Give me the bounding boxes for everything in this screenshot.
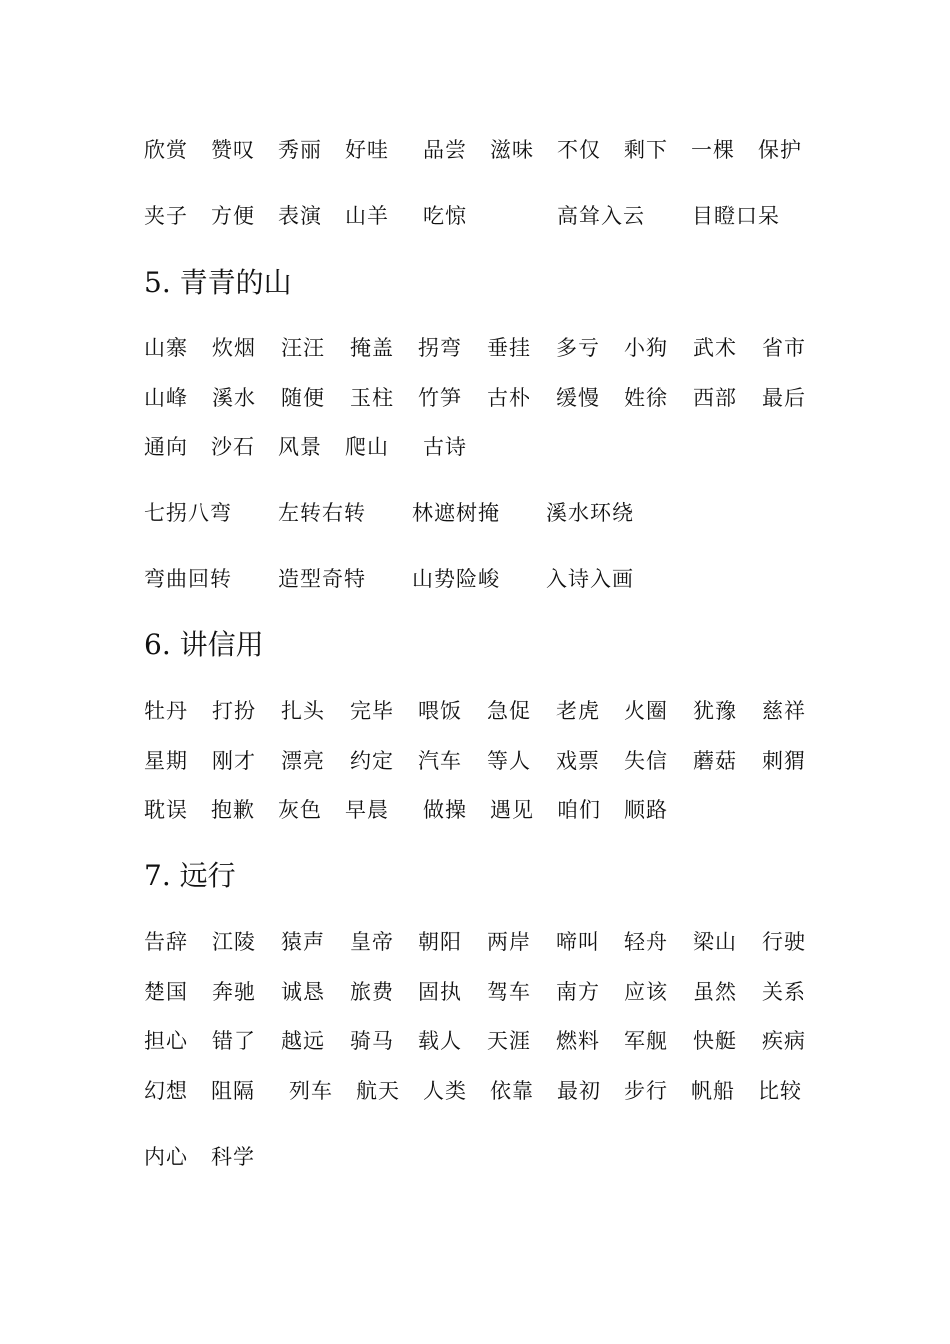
vocab-word: 秀丽 — [278, 138, 322, 162]
vocab-word: 骑马 — [350, 1029, 394, 1053]
section-heading: 7. 远行 — [144, 859, 236, 892]
vocab-word: 内心 — [144, 1145, 188, 1169]
vocab-word: 南方 — [556, 980, 600, 1004]
vocab-word: 固执 — [418, 980, 462, 1004]
vocab-word: 好哇 — [345, 138, 389, 162]
vocab-word: 赞叹 — [211, 138, 255, 162]
vocab-word: 两岸 — [487, 930, 531, 954]
vocab-word: 山羊 — [345, 204, 389, 228]
vocab-word: 帆船 — [691, 1079, 735, 1103]
vocab-word: 行驶 — [762, 930, 806, 954]
vocab-word: 慈祥 — [762, 699, 806, 723]
vocab-word: 完毕 — [350, 699, 394, 723]
vocab-word: 通向 — [144, 435, 188, 459]
vocab-word: 吃惊 — [423, 204, 467, 228]
vocab-word: 一棵 — [691, 138, 735, 162]
vocab-word: 楚国 — [144, 980, 188, 1004]
vocab-word: 欣赏 — [144, 138, 188, 162]
vocab-word: 随便 — [281, 386, 325, 410]
vocab-word: 早晨 — [345, 798, 389, 822]
vocab-row — [0, 564, 950, 604]
vocab-word: 掩盖 — [350, 336, 394, 360]
vocab-word: 关系 — [762, 980, 806, 1004]
vocab-row — [0, 201, 950, 241]
vocab-word: 科学 — [211, 1145, 255, 1169]
vocab-word: 入诗入画 — [546, 567, 634, 591]
vocab-word: 拐弯 — [418, 336, 462, 360]
vocab-row — [0, 1142, 950, 1182]
vocab-word: 军舰 — [624, 1029, 668, 1053]
vocab-word: 沙石 — [211, 435, 255, 459]
vocab-word: 旅费 — [350, 980, 394, 1004]
vocab-word: 弯曲回转 — [144, 567, 232, 591]
vocab-word: 燃料 — [556, 1029, 600, 1053]
vocab-word: 炊烟 — [212, 336, 256, 360]
vocab-word: 溪水 — [212, 386, 256, 410]
vocab-word: 朝阳 — [418, 930, 462, 954]
section-heading: 6. 讲信用 — [144, 628, 264, 661]
vocab-word: 汪汪 — [281, 336, 325, 360]
vocab-word: 打扮 — [212, 699, 256, 723]
vocab-word: 幻想 — [144, 1079, 188, 1103]
vocab-word: 奔驰 — [212, 980, 256, 1004]
vocab-word: 天涯 — [487, 1029, 531, 1053]
vocab-word: 担心 — [144, 1029, 188, 1053]
vocab-word: 溪水环绕 — [546, 501, 634, 525]
vocab-word: 七拐八弯 — [144, 501, 232, 525]
vocab-word: 漂亮 — [281, 749, 325, 773]
vocab-word: 错了 — [212, 1029, 256, 1053]
vocab-word: 高耸入云 — [557, 204, 645, 228]
vocab-word: 左转右转 — [278, 501, 366, 525]
vocab-word: 越远 — [281, 1029, 325, 1053]
vocab-word: 扎头 — [281, 699, 325, 723]
vocab-word: 遇见 — [490, 798, 534, 822]
vocab-word: 山峰 — [144, 386, 188, 410]
vocab-word: 江陵 — [212, 930, 256, 954]
vocab-word: 梁山 — [693, 930, 737, 954]
vocab-word: 告辞 — [144, 930, 188, 954]
vocab-word: 省市 — [762, 336, 806, 360]
vocab-row — [0, 1026, 950, 1066]
vocab-word: 武术 — [693, 336, 737, 360]
vocab-word: 山势险峻 — [412, 567, 500, 591]
vocab-word: 汽车 — [418, 749, 462, 773]
vocab-word: 小狗 — [624, 336, 668, 360]
vocab-word: 不仅 — [557, 138, 601, 162]
vocab-word: 喂饭 — [418, 699, 462, 723]
vocab-word: 爬山 — [345, 435, 389, 459]
vocab-word: 做操 — [423, 798, 467, 822]
vocab-word: 比较 — [758, 1079, 802, 1103]
vocab-word: 皇帝 — [350, 930, 394, 954]
vocab-word: 顺路 — [624, 798, 668, 822]
vocab-word: 诚恳 — [281, 980, 325, 1004]
vocab-word: 玉柱 — [350, 386, 394, 410]
vocab-word: 驾车 — [487, 980, 531, 1004]
vocab-word: 火圈 — [624, 699, 668, 723]
section-heading: 5. 青青的山 — [144, 266, 292, 299]
vocab-word: 山寨 — [144, 336, 188, 360]
vocab-word: 古诗 — [423, 435, 467, 459]
vocab-word: 疾病 — [762, 1029, 806, 1053]
vocab-word: 竹笋 — [418, 386, 462, 410]
vocab-row — [0, 746, 950, 786]
vocab-row — [0, 432, 950, 472]
vocab-word: 抱歉 — [211, 798, 255, 822]
vocab-row — [0, 977, 950, 1017]
vocab-row — [0, 927, 950, 967]
vocab-word: 依靠 — [490, 1079, 534, 1103]
vocab-word: 刚才 — [212, 749, 256, 773]
vocab-word: 蘑菇 — [693, 749, 737, 773]
vocab-word: 滋味 — [490, 138, 534, 162]
vocab-row — [0, 696, 950, 736]
vocab-word: 保护 — [758, 138, 802, 162]
vocab-word: 方便 — [211, 204, 255, 228]
vocab-word: 虽然 — [693, 980, 737, 1004]
vocab-word: 载人 — [418, 1029, 462, 1053]
vocab-word: 等人 — [487, 749, 531, 773]
vocab-row — [0, 498, 950, 538]
vocab-word: 造型奇特 — [278, 567, 366, 591]
vocab-word: 耽误 — [144, 798, 188, 822]
vocab-word: 轻舟 — [624, 930, 668, 954]
vocab-word: 应该 — [624, 980, 668, 1004]
vocab-word: 啼叫 — [556, 930, 600, 954]
vocab-word: 缓慢 — [556, 386, 600, 410]
vocab-word: 失信 — [624, 749, 668, 773]
vocab-word: 犹豫 — [693, 699, 737, 723]
vocab-word: 西部 — [693, 386, 737, 410]
vocab-word: 列车 — [289, 1079, 333, 1103]
vocab-word: 急促 — [487, 699, 531, 723]
vocab-row — [0, 383, 950, 423]
vocab-word: 姓徐 — [624, 386, 668, 410]
vocab-word: 古朴 — [487, 386, 531, 410]
vocab-word: 戏票 — [556, 749, 600, 773]
vocab-word: 星期 — [144, 749, 188, 773]
vocab-word: 风景 — [278, 435, 322, 459]
vocab-word: 垂挂 — [487, 336, 531, 360]
vocab-word: 人类 — [423, 1079, 467, 1103]
vocab-word: 牡丹 — [144, 699, 188, 723]
vocab-word: 品尝 — [423, 138, 467, 162]
vocab-word: 最初 — [557, 1079, 601, 1103]
vocab-word: 咱们 — [557, 798, 601, 822]
vocab-row — [0, 135, 950, 175]
vocab-row — [0, 1076, 950, 1116]
vocab-word: 灰色 — [278, 798, 322, 822]
vocab-word: 快艇 — [693, 1029, 737, 1053]
vocab-word: 阻隔 — [211, 1079, 255, 1103]
vocab-word: 刺猬 — [762, 749, 806, 773]
vocab-word: 老虎 — [556, 699, 600, 723]
vocab-word: 剩下 — [624, 138, 668, 162]
vocab-word: 猿声 — [281, 930, 325, 954]
vocab-word: 最后 — [762, 386, 806, 410]
vocab-row — [0, 795, 950, 835]
vocab-word: 表演 — [278, 204, 322, 228]
vocab-word: 约定 — [350, 749, 394, 773]
vocab-word: 航天 — [356, 1079, 400, 1103]
vocab-word: 夹子 — [144, 204, 188, 228]
vocab-row — [0, 333, 950, 373]
vocab-word: 林遮树掩 — [412, 501, 500, 525]
vocab-word: 步行 — [624, 1079, 668, 1103]
vocab-word: 多亏 — [556, 336, 600, 360]
vocab-word: 目瞪口呆 — [692, 204, 780, 228]
